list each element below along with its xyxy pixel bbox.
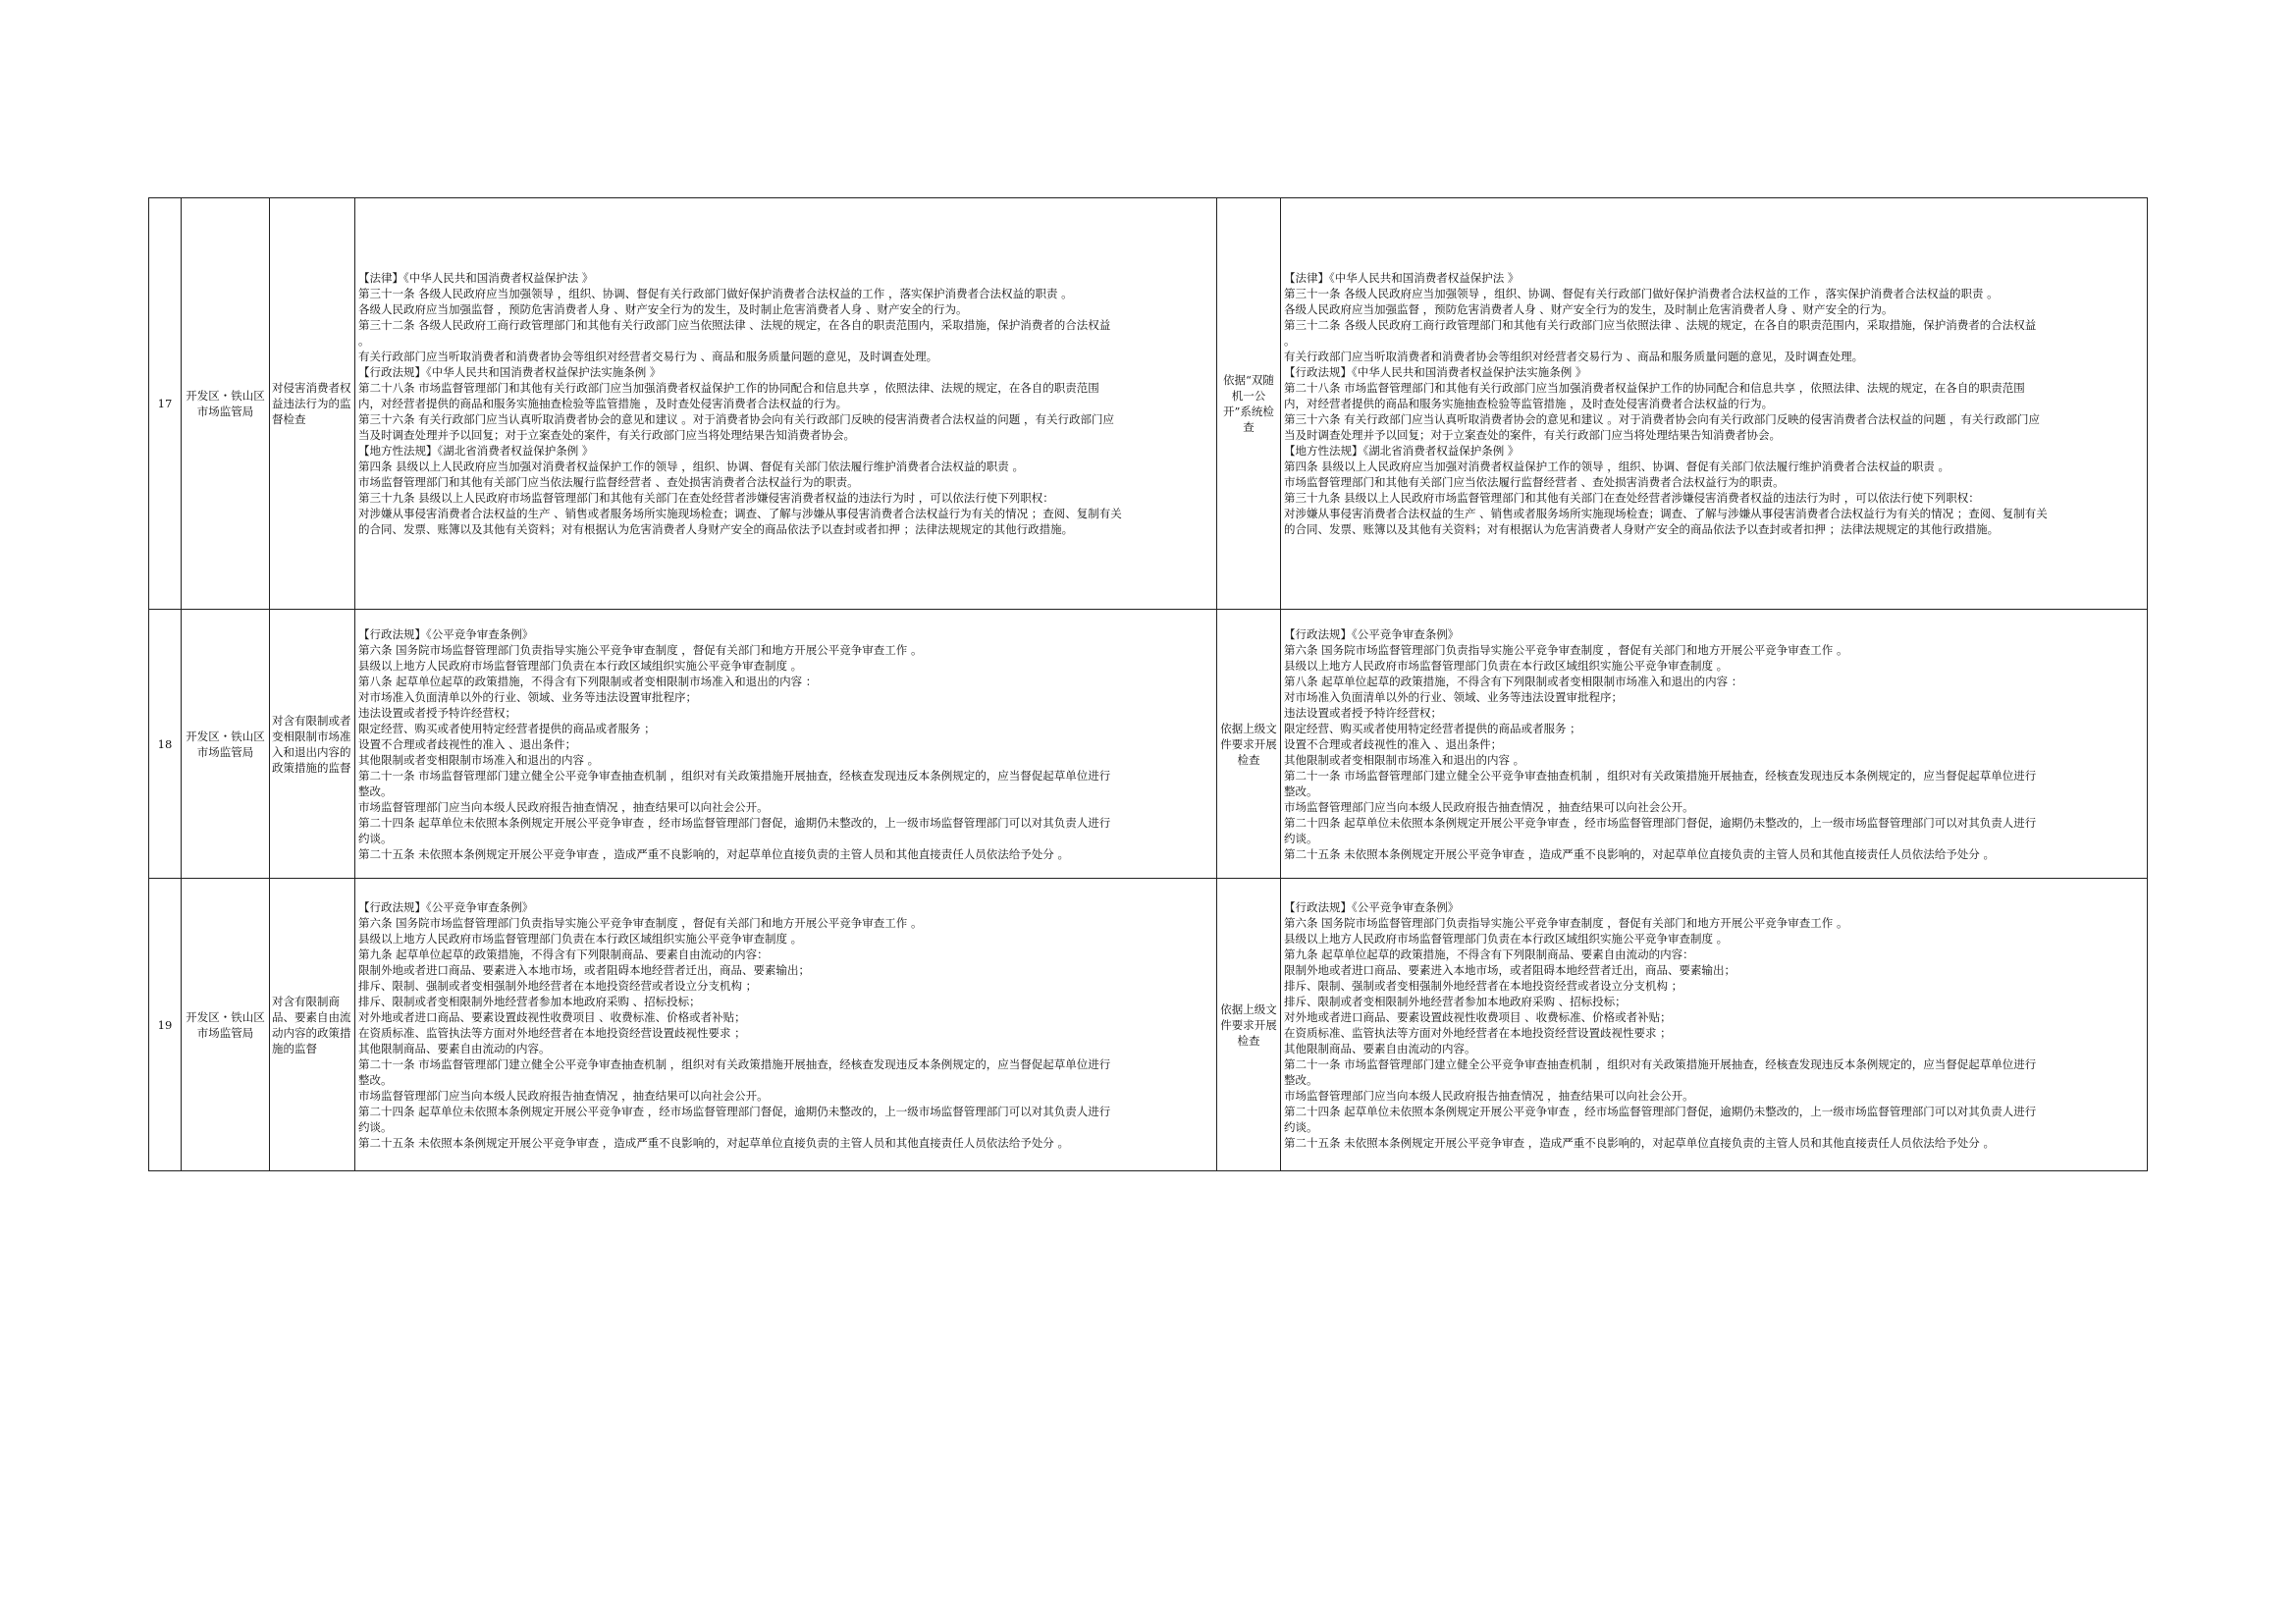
law-line: 市场监督管理部门和其他有关部门应当依法履行监督经营者 、查处损害消费者合法权益行为的职责。 bbox=[1284, 475, 1785, 489]
law-line: 第九条 起草单位起草的政策措施，不得含有下列限制商品、要素自由流动的内容： bbox=[1284, 947, 1694, 961]
law-line: 第六条 国务院市场监督管理部门负责指导实施公平竞争审查制度 ，督促有关部门和地方开展公平竞争审查工作 。 bbox=[358, 642, 923, 657]
law-line: 约谈。 bbox=[358, 831, 393, 845]
law-line: 设置不合理或者歧视性的准入 、退出条件； bbox=[358, 736, 577, 751]
legal-basis-text bbox=[1281, 626, 2147, 862]
table-row bbox=[149, 879, 2148, 1171]
law-line: 第三十一条 各级人民政府应当加强领导 ，组织、协调、督促有关行政部门做好保护消费者合法权益的工作 ，落实保护消费者合法权益的职责 。 bbox=[358, 287, 1073, 300]
law-line: 的合同、发票、账簿以及其他有关资料；对有根据认为危害消费者人身财产安全的商品依法予以查封或者扣押 ；法律法规规定的其他行政措施。 bbox=[1284, 522, 2000, 536]
legal-basis-cell-2 bbox=[1281, 879, 2148, 1171]
legal-basis-text bbox=[355, 899, 1216, 1151]
legal-basis-cell bbox=[355, 610, 1217, 879]
law-line: 第三十二条 各级人民政府工商行政管理部门和其他有关行政部门应当依照法律 、法规的规定，在各自的职责范围内，采取措施，保护消费者的合法权益 bbox=[1284, 318, 2037, 332]
law-line: 当及时调查处理并予以回复；对于立案查处的案件，有关行政部门应当将处理结果告知消费者协会。 bbox=[358, 428, 855, 442]
law-line: 各级人民政府应当加强监督 ，预防危害消费者人身 、财产安全行为的发生，及时制止危害消费者人身 、财产安全的行为。 bbox=[358, 302, 968, 316]
law-line: 对外地或者进口商品、要素设置歧视性收费项目 、收费标准、价格或者补贴； bbox=[358, 1009, 746, 1024]
law-line: 有关行政部门应当听取消费者和消费者协会等组织对经营者交易行为 、商品和服务质量问题的意见，及时调查处理。 bbox=[358, 350, 938, 363]
law-line: 第二十四条 起草单位未依照本条例规定开展公平竞争审查 ，经市场监督管理部门督促，逾期仍未整改的，上一级市场监督管理部门可以对其负责人进行 bbox=[1284, 1104, 2037, 1118]
law-line: 【法律】《中华人民共和国消费者权益保护法 》 bbox=[358, 271, 594, 285]
law-line: 第四条 县级以上人民政府应当加强对消费者权益保护工作的领导 ，组织、协调、督促有关部门依法履行维护消费者合法权益的职责 。 bbox=[1284, 460, 1949, 473]
law-line: 第三十九条 县级以上人民政府市场监督管理部门和其他有关部门在查处经营者涉嫌侵害消费者权益的违法行为时 ，可以依法行使下列职权： bbox=[358, 491, 1054, 505]
law-line: 整改。 bbox=[1284, 784, 1318, 798]
law-line: 对外地或者进口商品、要素设置歧视性收费项目 、收费标准、价格或者补贴； bbox=[1284, 1009, 1672, 1024]
legal-basis-cell-2 bbox=[1281, 198, 2148, 610]
row-number: 17 bbox=[149, 198, 182, 610]
law-line: 限定经营、购买或者使用特定经营者提供的商品或者服务 ； bbox=[358, 721, 656, 735]
legal-basis-cell bbox=[355, 198, 1217, 610]
law-line: 对市场准入负面清单以外的行业、领域、业务等违法设置审批程序； bbox=[358, 689, 697, 704]
law-line: 第二十一条 市场监督管理部门建立健全公平竞争审查抽查机制 ，组织对有关政策措施开展抽查，经核查发现违反本条例规定的，应当督促起草单位进行 bbox=[358, 768, 1111, 783]
inspection-method: 依据上级文件要求开展检查 bbox=[1217, 879, 1281, 1171]
law-line: 其他限制或者变相限制市场准入和退出的内容 。 bbox=[1284, 752, 1525, 767]
inspection-item: 对含有限制商品、要素自由流动内容的政策措施的监督 bbox=[270, 879, 355, 1171]
law-line: 第六条 国务院市场监督管理部门负责指导实施公平竞争审查制度 ，督促有关部门和地方开展公平竞争审查工作 。 bbox=[1284, 915, 1848, 930]
law-line: 【行政法规】《公平竞争审查条例》 bbox=[1284, 626, 1460, 641]
law-line: 第二十五条 未依照本条例规定开展公平竞争审查 ，造成严重不良影响的，对起草单位直接负责的主管人员和其他直接责任人员依法给予处分 。 bbox=[358, 846, 1069, 861]
law-line: 各级人民政府应当加强监督 ，预防危害消费者人身 、财产安全行为的发生，及时制止危害消费者人身 、财产安全的行为。 bbox=[1284, 302, 1894, 316]
law-line: 【行政法规】《中华人民共和国消费者权益保护法实施条例 》 bbox=[358, 365, 662, 379]
law-line: 第六条 国务院市场监督管理部门负责指导实施公平竞争审查制度 ，督促有关部门和地方开展公平竞争审查工作 。 bbox=[1284, 642, 1848, 657]
law-line: 第六条 国务院市场监督管理部门负责指导实施公平竞争审查制度 ，督促有关部门和地方开展公平竞争审查工作 。 bbox=[358, 915, 923, 930]
law-line: 第二十八条 市场监督管理部门和其他有关行政部门应当加强消费者权益保护工作的协同配合和信息共享 ，依照法律、法规的规定，在各自的职责范围 bbox=[1284, 381, 2025, 395]
law-line: 当及时调查处理并予以回复；对于立案查处的案件，有关行政部门应当将处理结果告知消费者协会。 bbox=[1284, 428, 1781, 442]
legal-basis-text bbox=[355, 270, 1216, 537]
inspection-method: 依据上级文件要求开展检查 bbox=[1217, 610, 1281, 879]
law-line: 对涉嫌从事侵害消费者合法权益的生产 、销售或者服务场所实施现场检查；调查、了解与涉嫌从事侵害消费者合法权益行为有关的情况 ；查阅、复制有关 bbox=[358, 507, 1122, 520]
law-line: 内，对经营者提供的商品和服务实施抽查检验等监管措施 ，及时查处侵害消费者合法权益的行为。 bbox=[1284, 397, 1774, 410]
law-line: 市场监督管理部门和其他有关部门应当依法履行监督经营者 、查处损害消费者合法权益行为的职责。 bbox=[358, 475, 859, 489]
law-line: 第三十六条 有关行政部门应当认真听取消费者协会的意见和建议 。对于消费者协会向有关行政部门反映的侵害消费者合法权益的问题 ，有关行政部门应 bbox=[358, 412, 1114, 426]
law-line: 县级以上地方人民政府市场监督管理部门负责在本行政区域组织实施公平竞争审查制度 。 bbox=[358, 931, 803, 946]
law-line: 其他限制商品、要素自由流动的内容。 bbox=[1284, 1041, 1476, 1055]
law-line: 第二十四条 起草单位未依照本条例规定开展公平竞争审查 ，经市场监督管理部门督促，逾期仍未整改的，上一级市场监督管理部门可以对其负责人进行 bbox=[1284, 815, 2037, 830]
table-row bbox=[149, 610, 2148, 879]
law-line: 整改。 bbox=[1284, 1072, 1318, 1087]
law-line: 设置不合理或者歧视性的准入 、退出条件； bbox=[1284, 736, 1503, 751]
law-line: 第三十九条 县级以上人民政府市场监督管理部门和其他有关部门在查处经营者涉嫌侵害消费者权益的违法行为时 ，可以依法行使下列职权： bbox=[1284, 491, 1980, 505]
legal-basis-text bbox=[1281, 270, 2147, 537]
department: 开发区・铁山区市场监管局 bbox=[182, 610, 270, 879]
law-line: 。 bbox=[1284, 334, 1296, 348]
law-line: 第三十二条 各级人民政府工商行政管理部门和其他有关行政部门应当依照法律 、法规的规定，在各自的职责范围内，采取措施，保护消费者的合法权益 bbox=[358, 318, 1111, 332]
law-line: 【行政法规】《中华人民共和国消费者权益保护法实施条例 》 bbox=[1284, 365, 1587, 379]
law-line: 【地方性法规】《湖北省消费者权益保护条例 》 bbox=[358, 444, 594, 458]
law-line: 对涉嫌从事侵害消费者合法权益的生产 、销售或者服务场所实施现场检查；调查、了解与涉嫌从事侵害消费者合法权益行为有关的情况 ；查阅、复制有关 bbox=[1284, 507, 2048, 520]
law-line: 市场监督管理部门应当向本级人民政府报告抽查情况 ，抽查结果可以向社会公开。 bbox=[1284, 799, 1694, 814]
law-line: 排斥、限制、强制或者变相强制外地经营者在本地投资经营或者设立分支机构 ； bbox=[1284, 978, 1683, 993]
law-line: 第二十五条 未依照本条例规定开展公平竞争审查 ，造成严重不良影响的，对起草单位直接负责的主管人员和其他直接责任人员依法给予处分 。 bbox=[358, 1135, 1069, 1150]
department: 开发区・铁山区市场监管局 bbox=[182, 879, 270, 1171]
law-line: 县级以上地方人民政府市场监督管理部门负责在本行政区域组织实施公平竞争审查制度 。 bbox=[358, 658, 803, 673]
inspection-item: 对侵害消费者权益违法行为的监督检查 bbox=[270, 198, 355, 610]
law-line: 内，对经营者提供的商品和服务实施抽查检验等监管措施 ，及时查处侵害消费者合法权益的行为。 bbox=[358, 397, 848, 410]
law-line: 县级以上地方人民政府市场监督管理部门负责在本行政区域组织实施公平竞争审查制度 。 bbox=[1284, 931, 1729, 946]
law-line: 第三十一条 各级人民政府应当加强领导 ，组织、协调、督促有关行政部门做好保护消费者合法权益的工作 ，落实保护消费者合法权益的职责 。 bbox=[1284, 287, 1999, 300]
law-line: 【行政法规】《公平竞争审查条例》 bbox=[1284, 899, 1460, 914]
law-line: 限定经营、购买或者使用特定经营者提供的商品或者服务 ； bbox=[1284, 721, 1581, 735]
law-line: 排斥、限制或者变相限制外地经营者参加本地政府采购 、招标投标； bbox=[358, 994, 701, 1008]
law-line: 第二十八条 市场监督管理部门和其他有关行政部门应当加强消费者权益保护工作的协同配合和信息共享 ，依照法律、法规的规定，在各自的职责范围 bbox=[358, 381, 1099, 395]
law-line: 【地方性法规】《湖北省消费者权益保护条例 》 bbox=[1284, 444, 1520, 458]
law-line: 第八条 起草单位起草的政策措施，不得含有下列限制或者变相限制市场准入和退出的内容 ： bbox=[1284, 674, 1743, 688]
law-line: 有关行政部门应当听取消费者和消费者协会等组织对经营者交易行为 、商品和服务质量问题的意见，及时调查处理。 bbox=[1284, 350, 1864, 363]
law-line: 第三十六条 有关行政部门应当认真听取消费者协会的意见和建议 。对于消费者协会向有关行政部门反映的侵害消费者合法权益的问题 ，有关行政部门应 bbox=[1284, 412, 2040, 426]
law-line: 第八条 起草单位起草的政策措施，不得含有下列限制或者变相限制市场准入和退出的内容 ： bbox=[358, 674, 818, 688]
law-line: 县级以上地方人民政府市场监督管理部门负责在本行政区域组织实施公平竞争审查制度 。 bbox=[1284, 658, 1729, 673]
law-line: 【法律】《中华人民共和国消费者权益保护法 》 bbox=[1284, 271, 1520, 285]
law-line: 对市场准入负面清单以外的行业、领域、业务等违法设置审批程序； bbox=[1284, 689, 1623, 704]
law-line: 整改。 bbox=[358, 1072, 393, 1087]
inspection-method: 依据“双随机一公开”系统检查 bbox=[1217, 198, 1281, 610]
law-line: 。 bbox=[358, 334, 370, 348]
law-line: 第二十一条 市场监督管理部门建立健全公平竞争审查抽查机制 ，组织对有关政策措施开展抽查，经核查发现违反本条例规定的，应当督促起草单位进行 bbox=[1284, 768, 2037, 783]
law-line: 第二十五条 未依照本条例规定开展公平竞争审查 ，造成严重不良影响的，对起草单位直接负责的主管人员和其他直接责任人员依法给予处分 。 bbox=[1284, 846, 1995, 861]
law-line: 第二十四条 起草单位未依照本条例规定开展公平竞争审查 ，经市场监督管理部门督促，逾期仍未整改的，上一级市场监督管理部门可以对其负责人进行 bbox=[358, 815, 1111, 830]
inspection-table bbox=[148, 197, 2148, 1171]
table-row bbox=[149, 198, 2148, 610]
law-line: 第二十四条 起草单位未依照本条例规定开展公平竞争审查 ，经市场监督管理部门督促，逾期仍未整改的，上一级市场监督管理部门可以对其负责人进行 bbox=[358, 1104, 1111, 1118]
row-number: 18 bbox=[149, 610, 182, 879]
law-line: 第二十一条 市场监督管理部门建立健全公平竞争审查抽查机制 ，组织对有关政策措施开展抽查，经核查发现违反本条例规定的，应当督促起草单位进行 bbox=[1284, 1056, 2037, 1071]
law-line: 第四条 县级以上人民政府应当加强对消费者权益保护工作的领导 ，组织、协调、督促有关部门依法履行维护消费者合法权益的职责 。 bbox=[358, 460, 1024, 473]
law-line: 其他限制商品、要素自由流动的内容。 bbox=[358, 1041, 551, 1055]
law-line: 【行政法规】《公平竞争审查条例》 bbox=[358, 626, 534, 641]
law-line: 在资质标准、监管执法等方面对外地经营者在本地投资经营设置歧视性要求 ； bbox=[1284, 1025, 1672, 1040]
law-line: 违法设置或者授予特许经营权； bbox=[1284, 705, 1442, 720]
law-line: 排斥、限制或者变相限制外地经营者参加本地政府采购 、招标投标； bbox=[1284, 994, 1627, 1008]
law-line: 市场监督管理部门应当向本级人民政府报告抽查情况 ，抽查结果可以向社会公开。 bbox=[358, 1088, 769, 1103]
law-line: 违法设置或者授予特许经营权； bbox=[358, 705, 516, 720]
law-line: 其他限制或者变相限制市场准入和退出的内容 。 bbox=[358, 752, 600, 767]
law-line: 【行政法规】《公平竞争审查条例》 bbox=[358, 899, 534, 914]
law-line: 第二十五条 未依照本条例规定开展公平竞争审查 ，造成严重不良影响的，对起草单位直接负责的主管人员和其他直接责任人员依法给予处分 。 bbox=[1284, 1135, 1995, 1150]
inspection-item: 对含有限制或者变相限制市场准入和退出内容的政策措施的监督 bbox=[270, 610, 355, 879]
law-line: 整改。 bbox=[358, 784, 393, 798]
law-line: 约谈。 bbox=[358, 1119, 393, 1134]
legal-basis-text bbox=[355, 626, 1216, 862]
legal-basis-cell bbox=[355, 879, 1217, 1171]
legal-basis-cell-2 bbox=[1281, 610, 2148, 879]
law-line: 限制外地或者进口商品、要素进入本地市场，或者阻碍本地经营者迁出，商品、要素输出； bbox=[1284, 962, 1735, 977]
legal-basis-text bbox=[1281, 899, 2147, 1151]
law-line: 的合同、发票、账簿以及其他有关资料；对有根据认为危害消费者人身财产安全的商品依法予以查封或者扣押 ；法律法规规定的其他行政措施。 bbox=[358, 522, 1074, 536]
law-line: 第九条 起草单位起草的政策措施，不得含有下列限制商品、要素自由流动的内容： bbox=[358, 947, 769, 961]
law-line: 约谈。 bbox=[1284, 831, 1318, 845]
row-number: 19 bbox=[149, 879, 182, 1171]
law-line: 市场监督管理部门应当向本级人民政府报告抽查情况 ，抽查结果可以向社会公开。 bbox=[1284, 1088, 1694, 1103]
law-line: 约谈。 bbox=[1284, 1119, 1318, 1134]
law-line: 第二十一条 市场监督管理部门建立健全公平竞争审查抽查机制 ，组织对有关政策措施开展抽查，经核查发现违反本条例规定的，应当督促起草单位进行 bbox=[358, 1056, 1111, 1071]
law-line: 限制外地或者进口商品、要素进入本地市场，或者阻碍本地经营者迁出，商品、要素输出； bbox=[358, 962, 810, 977]
law-line: 排斥、限制、强制或者变相强制外地经营者在本地投资经营或者设立分支机构 ； bbox=[358, 978, 758, 993]
law-line: 市场监督管理部门应当向本级人民政府报告抽查情况 ，抽查结果可以向社会公开。 bbox=[358, 799, 769, 814]
law-line: 在资质标准、监管执法等方面对外地经营者在本地投资经营设置歧视性要求 ； bbox=[358, 1025, 746, 1040]
department: 开发区・铁山区市场监管局 bbox=[182, 198, 270, 610]
